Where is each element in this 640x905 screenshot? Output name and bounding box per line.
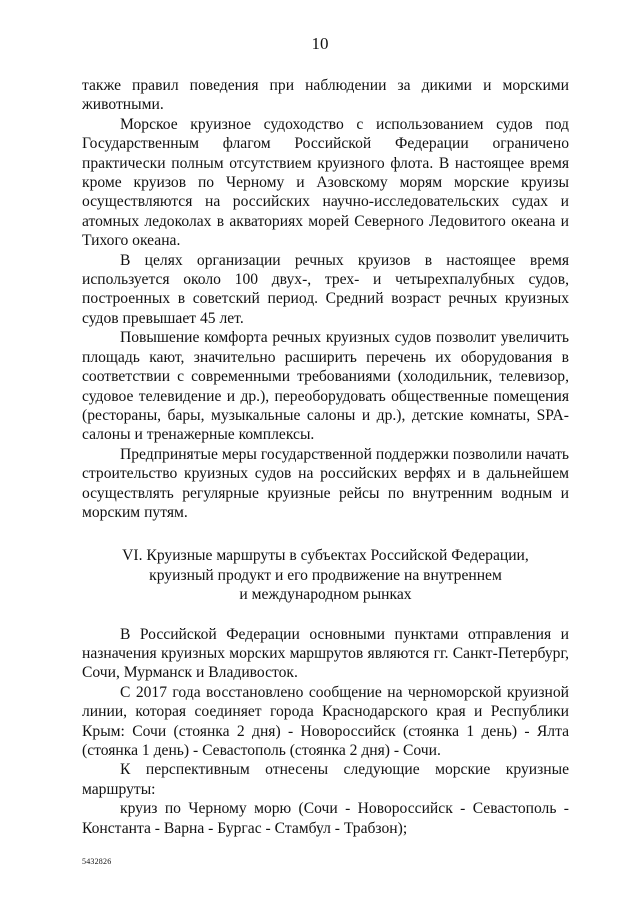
paragraph-maritime-cruise-shipping: Морское круизное судоходство с использованием судов под Государственным флагом Российской Федерации ограничено практически полным отсутствием круизного флота. В настоящее время кроме круизов по Черному и Азовскому морям морские круизы осуществляются на российских научно-исследовательских судах и атомных ледоколах в акваториях морей Северного Ледовитого океана и Тихого океана. (82, 115, 569, 250)
paragraph-continuation: также правил поведения при наблюдении за дикими и морскими животными. (82, 77, 569, 114)
paragraph-black-sea-line: С 2017 года восстановлено сообщение на черноморской круизной линии, которая соединяет города Краснодарского края и Республики Крым: Сочи (стоянка 2 дня) - Новороссийск (стоянка 1 день) - Ялта (стоянка 1 день) - Севастополь (стоянка 2 дня) - Сочи. (82, 683, 569, 759)
section-heading (82, 546, 569, 604)
paragraph-black-sea-cruise-route: круиз по Черному морю (Сочи - Новороссийск - Севастополь - Константа - Варна - Бургас - Стамбул - Трабзон); (82, 800, 569, 837)
section-heading-line-2: круизный продукт и его продвижение на внутреннем (149, 566, 502, 584)
paragraph-departure-points: В Российской Федерации основными пунктами отправления и назначения круизных морских маршрутов являются гг. Санкт-Петербург, Сочи, Мурманск и Владивосток. (82, 625, 569, 682)
section-heading-line-3: и международном рынках (239, 586, 412, 604)
paragraph-state-support: Предпринятые меры государственной поддержки позволили начать строительство круизных судов на российских верфях и в дальнейшем осуществлять регулярные круизные рейсы по внутренним водным и морским путям. (82, 445, 569, 521)
paragraph-river-cruise-fleet: В целях организации речных круизов в настоящее время используется около 100 двух-, трех- и четырехпалубных судов, построенных в советский период. Средний возраст речных круизных судов превышает 45 лет. (82, 251, 569, 327)
paragraph-prospective-routes: К перспективным отнесены следующие морские круизные маршруты: (82, 761, 569, 798)
document-body (82, 76, 569, 838)
document-code: 5432826 (82, 857, 112, 866)
paragraph-comfort-improvement: Повышение комфорта речных круизных судов позволит увеличить площадь кают, значительно расширить перечень их оборудования в соответствии с современными требованиями (холодильник, телевизор, судовое телевидение и др.), переоборудовать общественные помещения (рестораны, бары, музыкальные салоны и др.), детские комнаты, SPA-салоны и тренажерные комплексы. (82, 329, 569, 444)
page-number: 10 (311, 34, 329, 53)
section-heading-line-1: VI. Круизные маршруты в субъектах Российской Федерации, (122, 547, 529, 565)
